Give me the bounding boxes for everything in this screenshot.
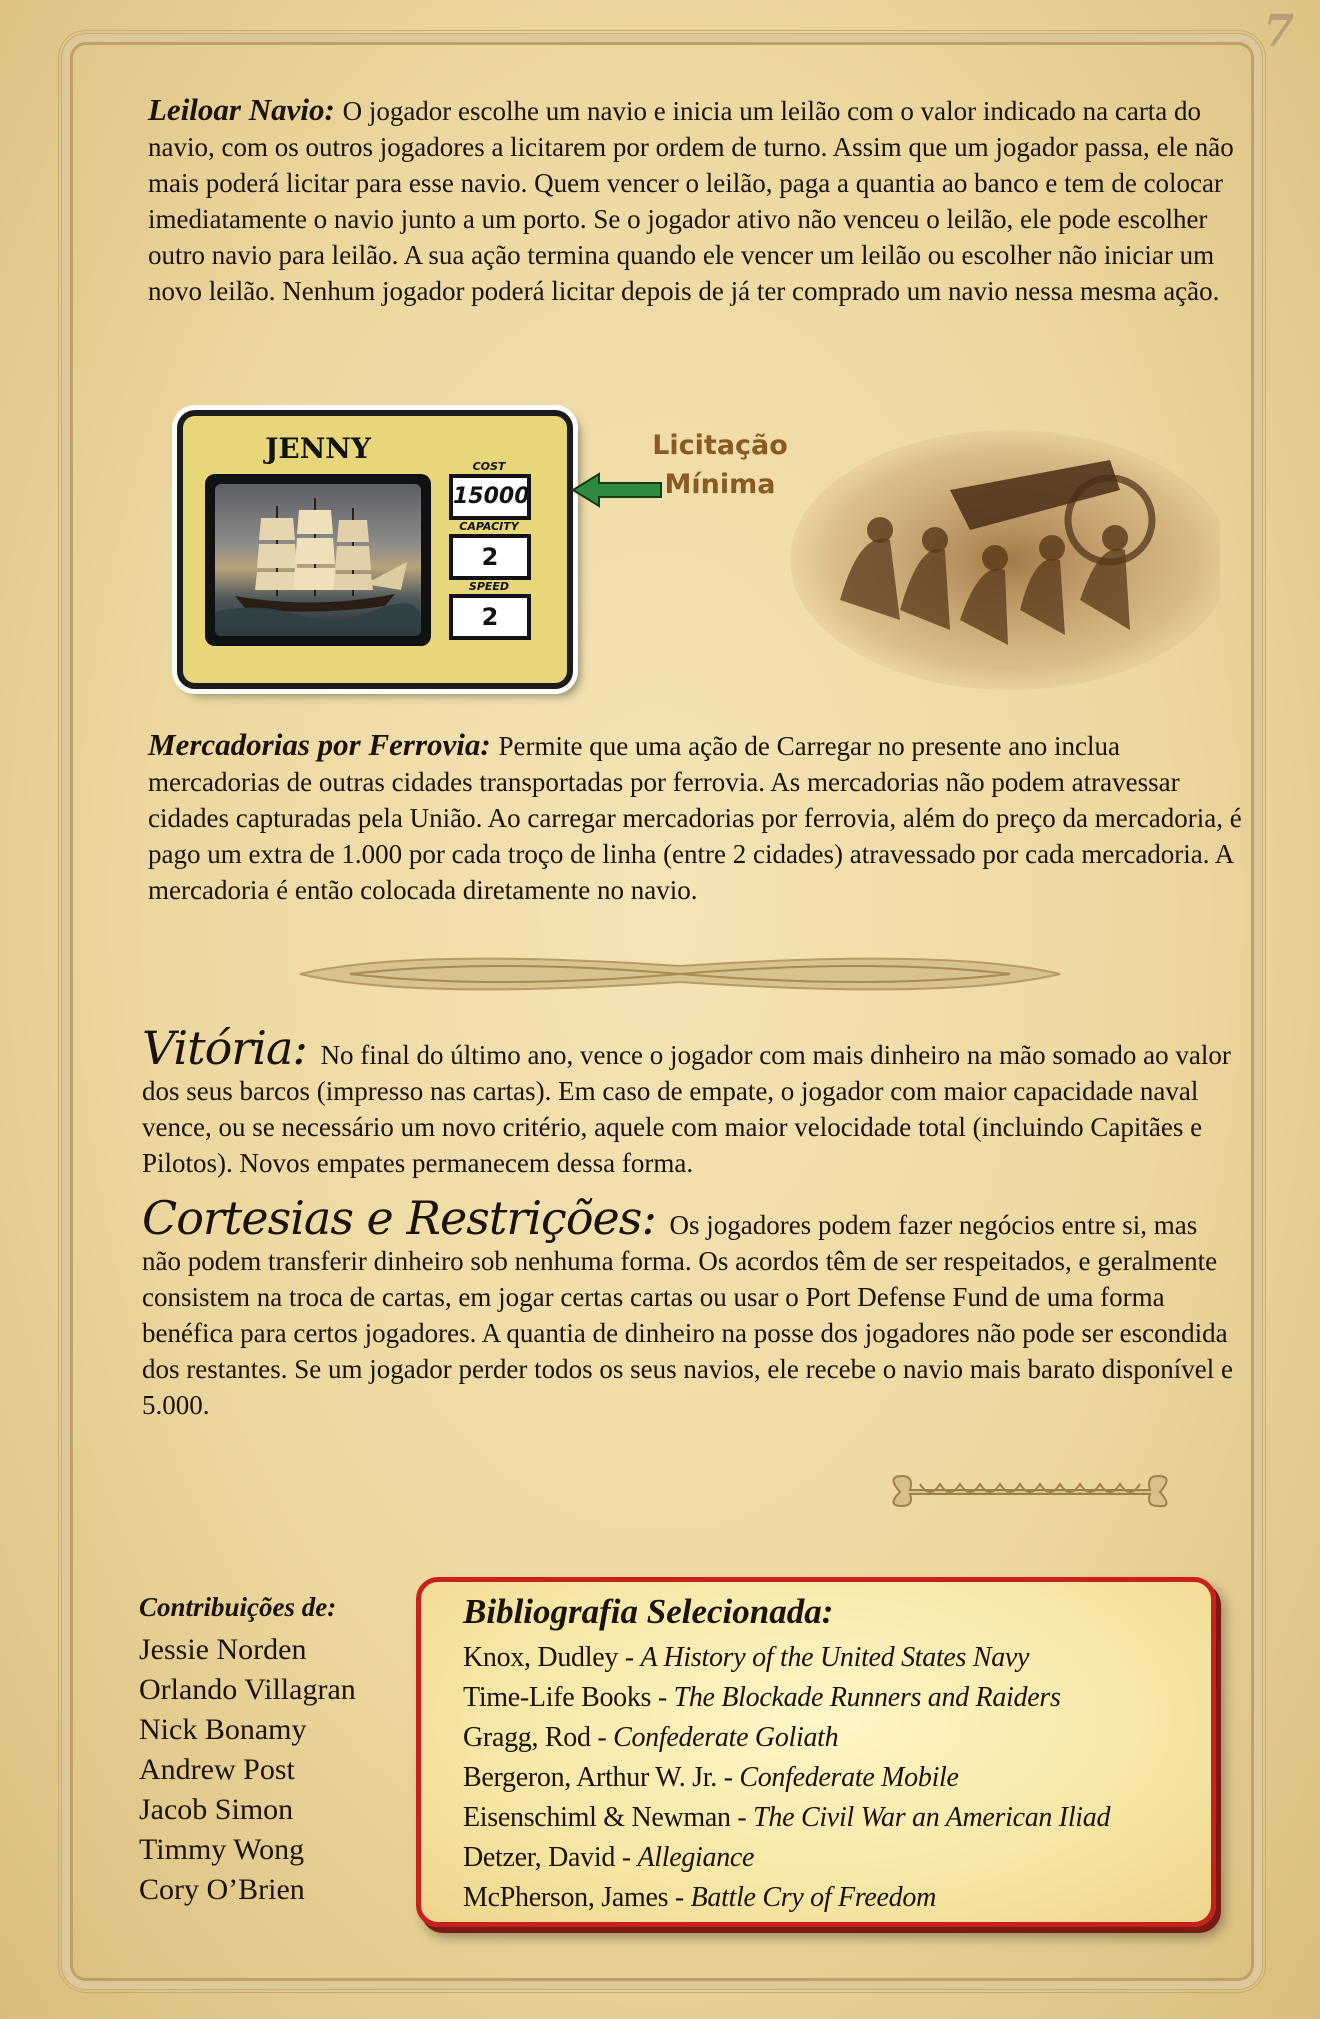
book-author: McPherson, James -	[463, 1882, 691, 1913]
list-item: Orlando Villagran	[139, 1673, 356, 1706]
book-title: Battle Cry of Freedom	[690, 1882, 936, 1913]
book-title: Confederate Mobile	[739, 1762, 959, 1793]
book-title: A History of the United States Navy	[640, 1642, 1030, 1673]
list-item	[463, 1638, 1110, 1678]
book-title: The Civil War an American Iliad	[753, 1802, 1111, 1833]
book-author: Gragg, Rod -	[463, 1722, 614, 1753]
sailing-ship-icon	[215, 484, 421, 636]
book-author: Time-Life Books -	[463, 1682, 674, 1713]
section-text: Os jogadores podem fazer negócios entre si, mas não podem transferir dinheiro sob nenhuma forma. Os acordos têm de ser respeitados, e geralmente consistem na troca de cartas, em jogar certas cartas ou usar o Port Defense Fund de uma forma benéfica para certos jogadores. A quantia de dinheiro na posse dos jogadores não pode ser escondida dos restantes. Se um jogador perder todos os seus navios, ele recebe o navio mais barato disponível e 5.000.	[142, 1210, 1233, 1420]
section-mercadorias-ferrovia	[148, 727, 1243, 908]
capacity-label: CAPACITY	[459, 520, 519, 533]
callout-line-1: Licitação	[652, 430, 788, 461]
cost-label: COST	[472, 460, 506, 473]
speed-value: 2	[449, 594, 531, 640]
list-item	[463, 1758, 1110, 1798]
cannon-crew-illustration	[780, 420, 1220, 690]
list-item: Jacob Simon	[139, 1793, 294, 1826]
bibliography-title: Bibliografia Selecionada:	[463, 1592, 834, 1631]
book-title: Confederate Goliath	[613, 1722, 839, 1753]
cost-value: 15000	[449, 474, 531, 520]
section-heading: Mercadorias por Ferrovia:	[148, 727, 499, 762]
list-item	[463, 1838, 1110, 1878]
section-vitoria	[142, 1021, 1242, 1181]
callout-line-2: Mínima	[664, 469, 776, 500]
page-number: 7	[1263, 6, 1294, 57]
bibliography-list	[463, 1638, 1110, 1918]
speed-label: SPEED	[468, 580, 510, 593]
list-item: Nick Bonamy	[139, 1713, 307, 1746]
list-item	[463, 1718, 1110, 1758]
book-title: The Blockade Runners and Raiders	[673, 1682, 1061, 1713]
list-item	[463, 1798, 1110, 1838]
minimum-bid-callout	[650, 426, 790, 504]
section-text: O jogador escolhe um navio e inicia um leilão com o valor indicado na carta do navio, com os outros jogadores a licitarem por ordem de turno. Assim que um jogador passa, ele não mais poderá licitar para esse navio. Quem vencer o leilão, paga a quantia ao banco e tem de colocar imediatamente o navio junto a um porto. Se o jogador ativo não venceu o leilão, ele pode escolher outro navio para leilão. A sua ação termina quando ele vencer um leilão ou escolher não iniciar um novo leilão. Nenhum jogador poderá licitar depois de já ter comprado um navio nessa mesma ação.	[148, 96, 1234, 306]
contributors-list	[139, 1630, 356, 1910]
list-item	[463, 1678, 1110, 1718]
book-author: Detzer, David -	[463, 1842, 638, 1873]
section-heading: Vitória:	[142, 1021, 321, 1075]
ship-illustration	[205, 474, 431, 646]
list-item: Andrew Post	[139, 1753, 295, 1786]
bibliography-box	[416, 1577, 1216, 1927]
ship-name: JENNY	[265, 432, 371, 465]
ship-card-example	[177, 410, 573, 689]
contributors-title: Contribuições de:	[139, 1592, 337, 1622]
decorative-divider-ornament	[290, 944, 1070, 1004]
book-author: Bergeron, Arthur W. Jr. -	[463, 1762, 740, 1793]
section-heading: Leiloar Navio:	[148, 92, 343, 127]
list-item: Cory O’Brien	[139, 1873, 305, 1906]
section-leiloar-navio	[148, 92, 1243, 309]
book-author: Eisenschiml & Newman -	[463, 1802, 754, 1833]
list-item: Jessie Norden	[139, 1633, 307, 1666]
section-text: Permite que uma ação de Carregar no presente ano inclua mercadorias de outras cidades transportadas por ferrovia. As mercadorias não podem atravessar cidades capturadas pela União. Ao carregar mercadorias por ferrovia, além do preço da mercadoria, é pago um extra de 1.000 por cada troço de linha (entre 2 cidades) atravessado por cada mercadoria. A mercadoria é então colocada diretamente no navio.	[148, 731, 1242, 905]
scroll-flourish-ornament	[880, 1470, 1180, 1512]
section-text: No final do último ano, vence o jogador com mais dinheiro na mão somado ao valor dos seus barcos (impresso nas cartas). Em caso de empate, o jogador com maior capacidade naval vence, ou se necessário um novo critério, aquele com maior velocidade total (incluindo Capitães e Pilotos). Novos empates permanecem dessa forma.	[142, 1040, 1231, 1178]
book-title: Allegiance	[637, 1842, 755, 1873]
book-author: Knox, Dudley -	[463, 1642, 641, 1673]
list-item: Timmy Wong	[139, 1833, 305, 1866]
capacity-value: 2	[449, 534, 531, 580]
section-heading: Cortesias e Restrições:	[142, 1191, 670, 1245]
section-cortesias-restricoes	[142, 1191, 1242, 1423]
list-item	[463, 1878, 1110, 1918]
